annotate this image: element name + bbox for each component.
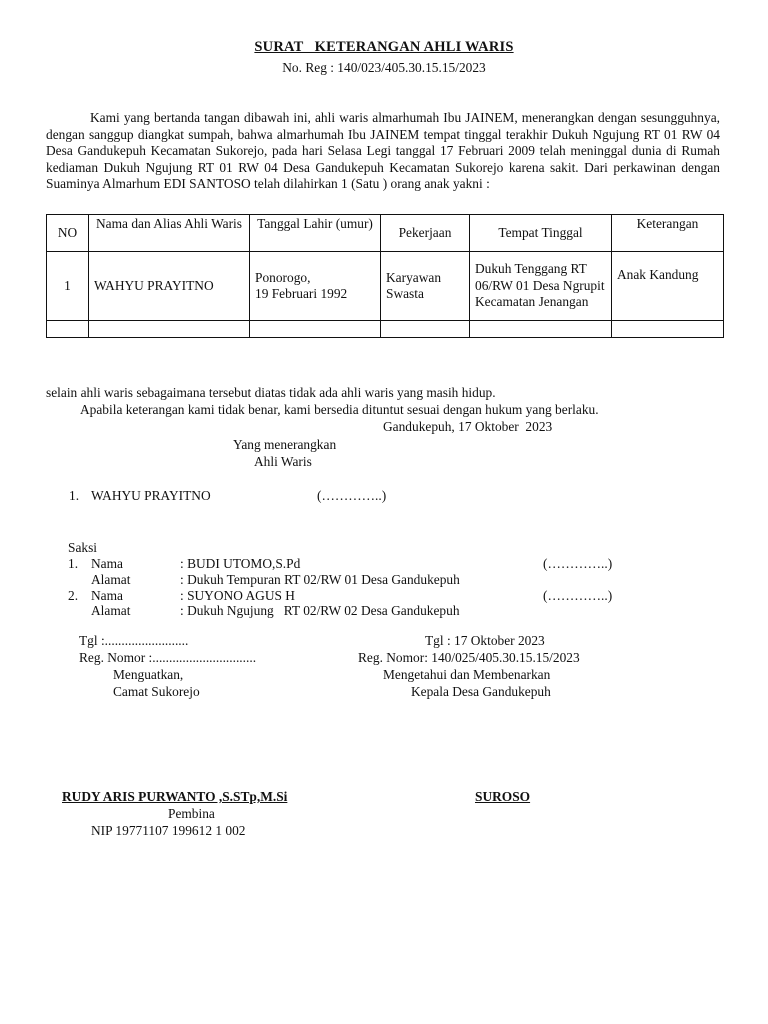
camat-nip: NIP 19771107 199612 1 002 xyxy=(91,823,246,838)
intro-text: Kami yang bertanda tangan dibawah ini, ahli waris almarhumah Ibu JAINEM, menerangkan dengan sesungguhnya, dengan sanggup diangkat sumpah, bahwa almarhumah Ibu JAINEM tempat tinggal terakhir Dukuh Ngujung RT 01 RW 04 Desa Gandukepuh Kecamatan Sukorejo, pada hari Selasa Legi tanggal 17 Februari 2009 telah meninggal dunia di Rumah kediaman Dukuh Ngujung RT 01 RW 04 Desa Gandukepuh Kecamatan Sukorejo karena sakit. Dari perkawinan dengan Suaminya Almarhum EDI SANTOSO telah dilahirkan 1 (Satu ) orang anak yakni : xyxy=(46,110,720,192)
closing-line-2: Apabila keterangan kami tidak benar, kami bersedia dituntut sesuai dengan hukum yang berlaku. xyxy=(80,402,599,417)
table-header-row xyxy=(47,215,724,252)
camat-title: Camat Sukorejo xyxy=(113,684,200,699)
cell-name: WAHYU PRAYITNO xyxy=(89,252,250,321)
witness-2-address: : Dukuh Ngujung RT 02/RW 02 Desa Gandukepuh xyxy=(180,603,460,618)
document-title: SURAT KETERANGAN AHLI WARIS xyxy=(254,39,514,55)
heir-name: WAHYU PRAYITNO xyxy=(91,488,211,503)
job-line-2: Swasta xyxy=(386,286,424,301)
header-job: Pekerjaan xyxy=(381,215,470,252)
kades-reg-number: Reg. Nomor: 140/025/405.30.15.15/2023 xyxy=(358,650,580,665)
empty-cell xyxy=(250,321,381,338)
witness-2-name-label: Nama xyxy=(91,588,123,603)
cell-birth xyxy=(250,252,381,321)
empty-cell xyxy=(47,321,89,338)
witness-1-name: : BUDI UTOMO,S.Pd xyxy=(180,556,301,571)
cell-job xyxy=(381,252,470,321)
witness-1-signature: (…………..) xyxy=(543,556,613,571)
declarer-title: Yang menerangkan xyxy=(233,437,337,452)
witness-2-name: : SUYONO AGUS H xyxy=(180,588,295,603)
declarer-subtitle: Ahli Waris xyxy=(254,454,312,469)
witness-label: Saksi xyxy=(68,540,98,555)
witness-1-address: : Dukuh Tempuran RT 02/RW 01 Desa Gandukepuh xyxy=(180,572,460,587)
camat-rank: Pembina xyxy=(168,806,215,821)
intro-paragraph xyxy=(46,110,720,193)
cell-address: Dukuh Tenggang RT 06/RW 01 Desa Ngrupit Kecamatan Jenangan xyxy=(470,252,612,321)
header-birth: Tanggal Lahir (umur) xyxy=(250,215,381,252)
empty-cell xyxy=(612,321,724,338)
camat-date: Tgl :......................... xyxy=(79,633,189,648)
header-name: Nama dan Alias Ahli Waris xyxy=(89,215,250,252)
place-date: Gandukepuh, 17 Oktober 2023 xyxy=(383,419,553,434)
witness-2-signature: (…………..) xyxy=(543,588,613,603)
header-address: Tempat Tinggal xyxy=(470,215,612,252)
kades-signer-name: SUROSO xyxy=(475,789,531,804)
heir-signature: (…………..) xyxy=(317,488,387,503)
witness-2-number: 2. xyxy=(68,588,79,603)
camat-reg-number: Reg. Nomor :............................... xyxy=(79,650,257,665)
registration-number: No. Reg : 140/023/405.30.15.15/2023 xyxy=(282,60,486,75)
kades-title: Kepala Desa Gandukepuh xyxy=(411,684,551,699)
kades-date: Tgl : 17 Oktober 2023 xyxy=(425,633,545,648)
header-no: NO xyxy=(47,215,89,252)
empty-cell xyxy=(89,321,250,338)
witness-1-name-label: Nama xyxy=(91,556,123,571)
job-line-1: Karyawan xyxy=(386,269,442,285)
empty-cell xyxy=(381,321,470,338)
empty-cell xyxy=(470,321,612,338)
kades-confirm-label: Mengetahui dan Membenarkan xyxy=(383,667,551,682)
camat-signer-name: RUDY ARIS PURWANTO ,S.STp,M.Si xyxy=(62,789,288,804)
table-row xyxy=(47,252,724,321)
header-note: Keterangan xyxy=(612,215,724,252)
witness-2-address-label: Alamat xyxy=(91,603,131,618)
heirs-table xyxy=(46,214,724,338)
cell-note: Anak Kandung xyxy=(612,252,724,321)
witness-1-number: 1. xyxy=(68,556,79,571)
closing-line-1: selain ahli waris sebagaimana tersebut diatas tidak ada ahli waris yang masih hidup. xyxy=(46,385,496,400)
table-row-empty xyxy=(47,321,724,338)
witness-1-address-label: Alamat xyxy=(91,572,131,587)
birth-place: Ponorogo, xyxy=(255,269,311,285)
heir-number: 1. xyxy=(69,488,80,503)
cell-no: 1 xyxy=(47,252,89,321)
birth-date: 19 Februari 1992 xyxy=(255,286,348,301)
camat-confirm-label: Menguatkan, xyxy=(113,667,184,682)
